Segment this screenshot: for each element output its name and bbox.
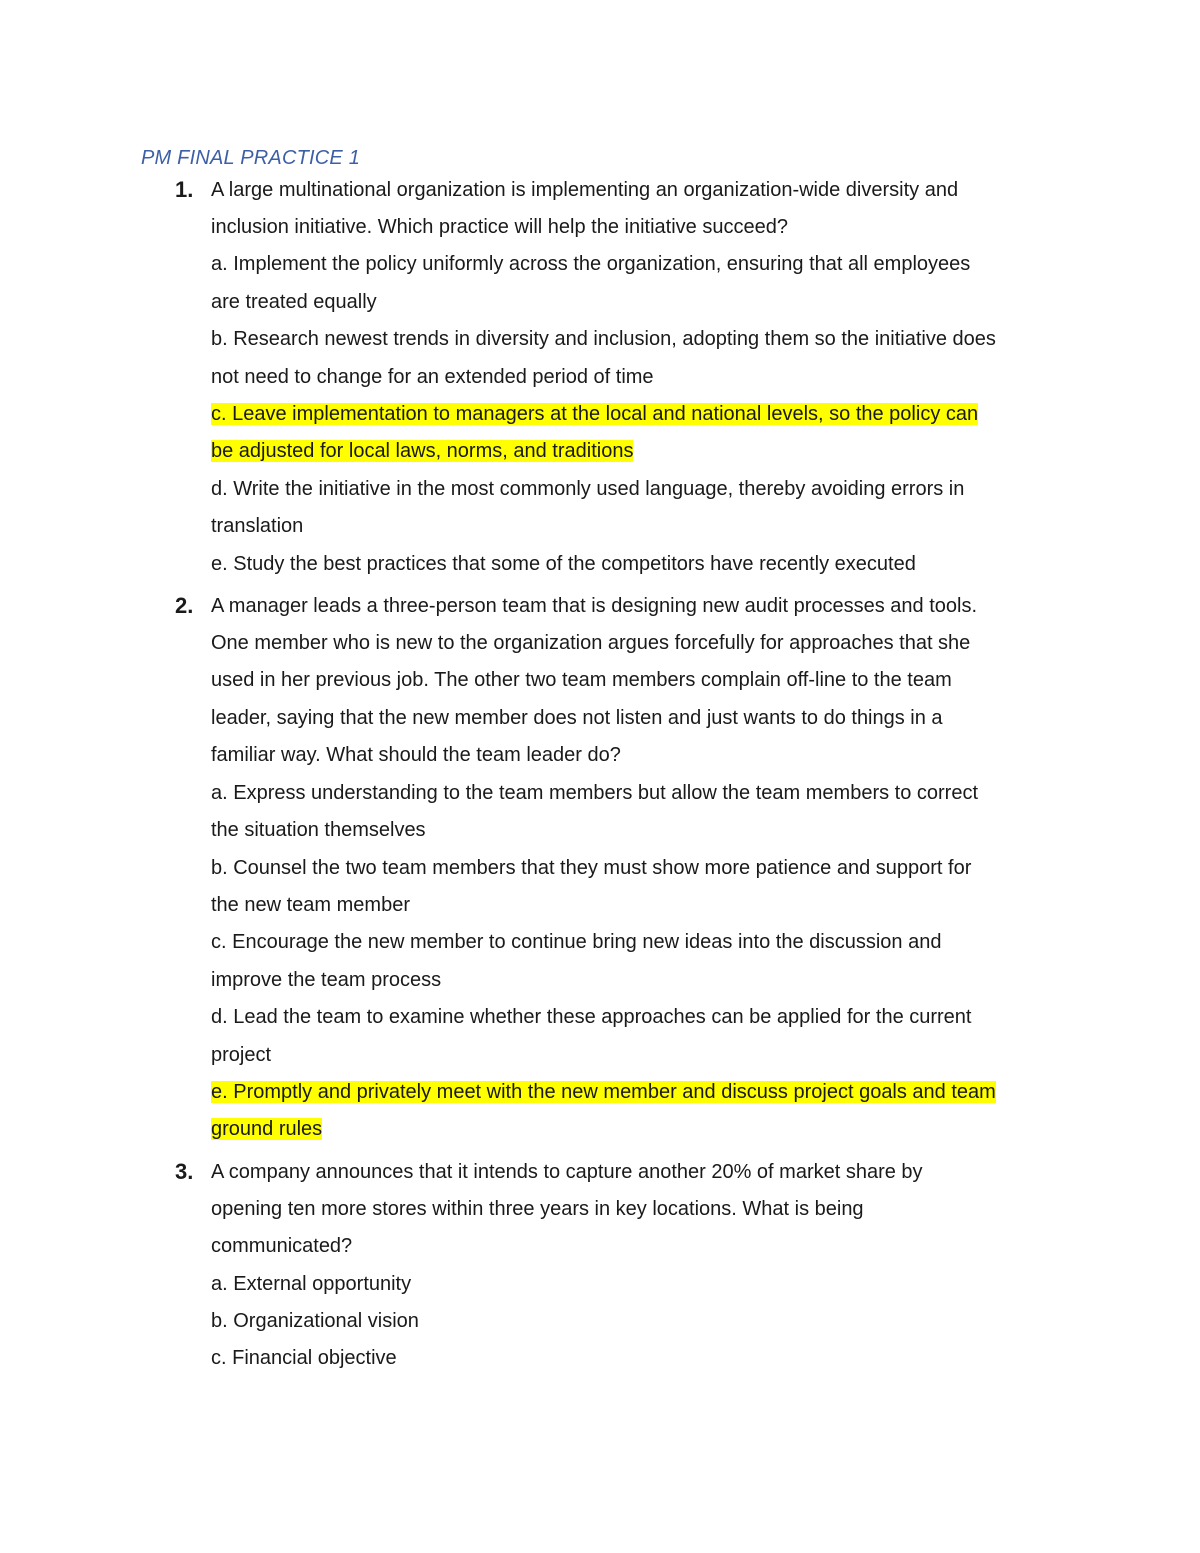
question-stem-line: communicated? [211,1235,353,1258]
question-stem-line: One member who is new to the organization argues forcefully for approaches that she [211,632,971,655]
answer-highlight: be adjusted for local laws, norms, and traditions [211,440,634,463]
answer-option-line: b. Counsel the two team members that they must show more patience and support for [211,856,972,879]
answer-option-line: the situation themselves [211,819,426,842]
answer-option-line-highlighted [211,396,1063,433]
answer-option-line: b. Organizational vision [211,1309,419,1332]
question-body [211,587,1063,1149]
answer-option-line: d. Write the initiative in the most commonly used language, thereby avoiding errors in [211,477,965,500]
answer-highlight: ground rules [211,1118,323,1141]
answer-option-line: a. Implement the policy uniformly across the organization, ensuring that all employees [211,253,971,276]
answer-option-line: c. Encourage the new member to continue bring new ideas into the discussion and [211,931,942,954]
document-title: PM FINAL PRACTICE 1 [141,147,361,169]
answer-option-line: c. Financial objective [211,1347,397,1370]
answer-option-line: project [211,1043,272,1066]
answer-option-line: a. Express understanding to the team members but allow the team members to correct [211,781,979,804]
answer-option-line-highlighted [211,1111,1063,1148]
question-stem-line: leader, saying that the new member does not listen and just wants to do things in a [211,706,943,729]
answer-option-line-highlighted [211,1074,1063,1111]
answer-option-line: are treated equally [211,290,377,313]
answer-option-line: b. Research newest trends in diversity and inclusion, adopting them so the initiative does [211,328,996,351]
answer-option-line-highlighted [211,433,1063,470]
question-list [175,171,1075,1378]
question-stem-line: A manager leads a three-person team that is designing new audit processes and tools. [211,595,978,618]
question-number: 3. [175,1158,194,1184]
question-number: 2. [175,593,194,619]
question-stem-line: used in her previous job. The other two team members complain off-line to the team [211,669,952,692]
question-stem-line: A large multinational organization is implementing an organization-wide diversity and [211,179,959,201]
question-stem-line: familiar way. What should the team leader do? [211,744,621,767]
question-body [211,1153,1063,1378]
question [175,587,1075,1149]
question-stem-line: inclusion initiative. Which practice will help the initiative succeed? [211,216,788,238]
answer-option-line: e. Study the best practices that some of the competitors have recently executed [211,552,916,575]
answer-highlight: e. Promptly and privately meet with the new member and discuss project goals and team [211,1080,996,1103]
answer-option-line: a. External opportunity [211,1272,412,1295]
question-stem-line: A company announces that it intends to capture another 20% of market share by [211,1160,923,1183]
answer-option-line: improve the team process [211,968,442,991]
answer-option-line: not need to change for an extended period of time [211,365,654,388]
answer-highlight: c. Leave implementation to managers at the local and national levels, so the policy can [211,403,979,426]
answer-option-line: the new team member [211,893,410,916]
question-number: 1. [175,177,194,202]
answer-option-line: d. Lead the team to examine whether these approaches can be applied for the current [211,1006,972,1029]
question-stem-line: opening ten more stores within three years in key locations. What is being [211,1197,864,1220]
question [175,171,1075,583]
answer-option-line: translation [211,515,304,538]
question-body [211,171,1063,583]
question [175,1153,1075,1378]
